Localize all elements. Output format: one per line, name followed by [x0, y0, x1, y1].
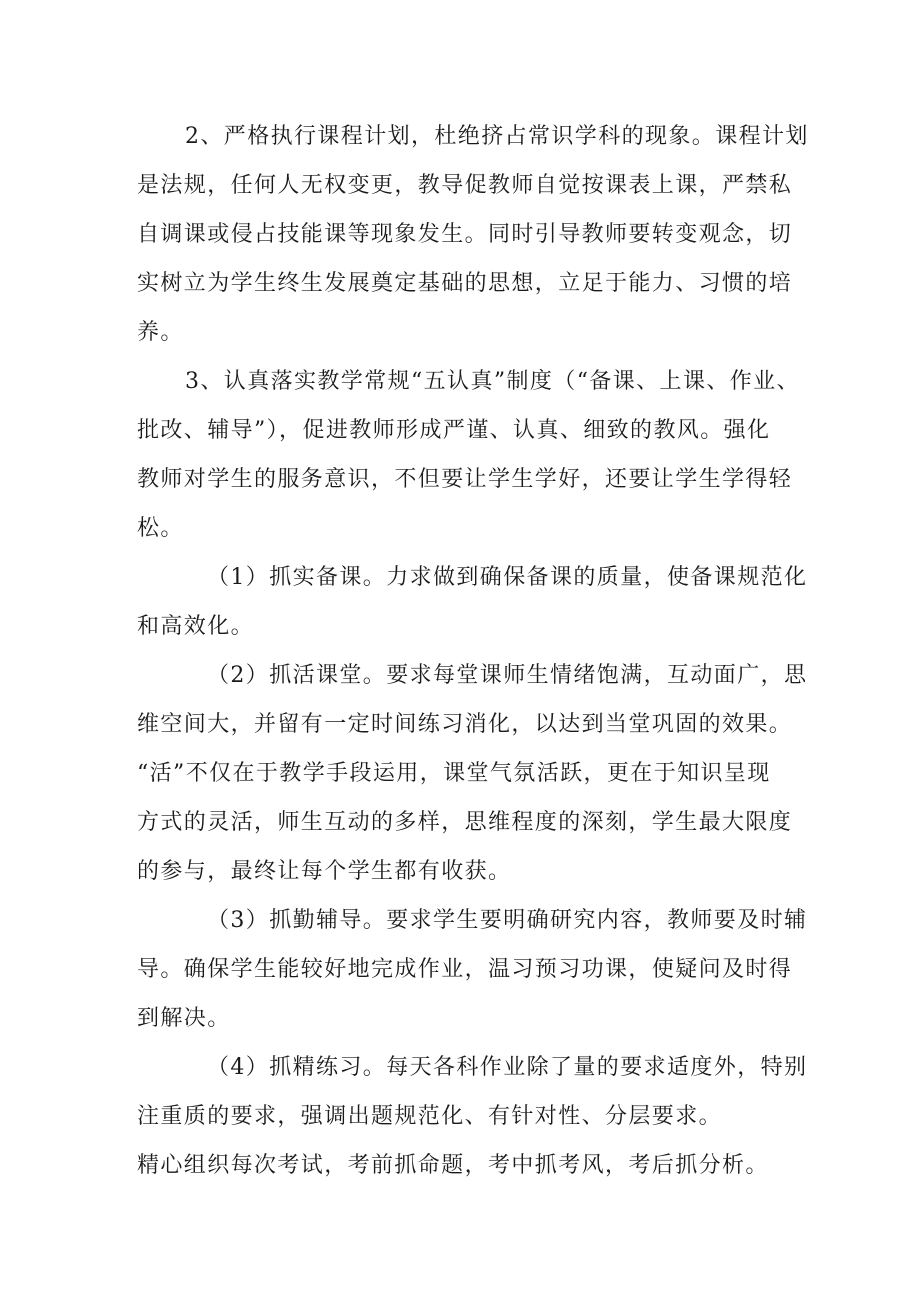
text-line: 方式的灵活，师生互动的多样，思维程度的深刻，学生最大限度	[137, 810, 793, 835]
text-line: 的参与，最终让每个学生都有收获。	[137, 859, 512, 884]
text-line: 注重质的要求，强调出题规范化、有针对性、分层要求。	[137, 1104, 723, 1129]
text-line: 教师对学生的服务意识，不但要让学生学好，还要让学生学得轻	[137, 467, 793, 492]
text-line: （2）抓活课堂。要求每堂课师生情绪饱满，互动面广，思	[207, 663, 808, 688]
text-line: 到解决。	[137, 1006, 231, 1031]
text-line: “活”不仅在于教学手段运用，课堂气氛活跃，更在于知识呈现	[137, 761, 771, 786]
text-line: 养。	[137, 320, 184, 345]
text-line: （4）抓精练习。每天各科作业除了量的要求适度外，特别	[207, 1055, 808, 1080]
text-line: 导。确保学生能较好地完成作业，温习预习功课，使疑问及时得	[137, 957, 793, 982]
text-line: 3、认真落实教学常规“五认真”制度（“备课、上课、作业、	[185, 369, 800, 394]
text-line: （3）抓勤辅导。要求学生要明确研究内容，教师要及时辅	[207, 908, 808, 933]
text-line: 批改、辅导”），促进教师形成严谨、认真、细致的教风。强化	[137, 418, 771, 443]
text-line: 和高效化。	[137, 614, 255, 639]
text-line: 2、严格执行课程计划，杜绝挤占常识学科的现象。课程计划	[185, 124, 809, 149]
text-line: 自调课或侵占技能课等现象发生。同时引导教师要转变观念，切	[137, 222, 793, 247]
text-line: 松。	[137, 516, 184, 541]
text-line: （1）抓实备课。力求做到确保备课的质量，使备课规范化	[207, 565, 808, 590]
text-line: 是法规，任何人无权变更，教导促教师自觉按课表上课，严禁私	[137, 173, 793, 198]
text-line: 精心组织每次考试，考前抓命题，考中抓考风，考后抓分析。	[137, 1153, 769, 1178]
text-line: 实树立为学生终生发展奠定基础的思想，立足于能力、习惯的培	[137, 271, 793, 296]
text-line: 维空间大，并留有一定时间练习消化，以达到当堂巩固的效果。	[137, 712, 793, 737]
